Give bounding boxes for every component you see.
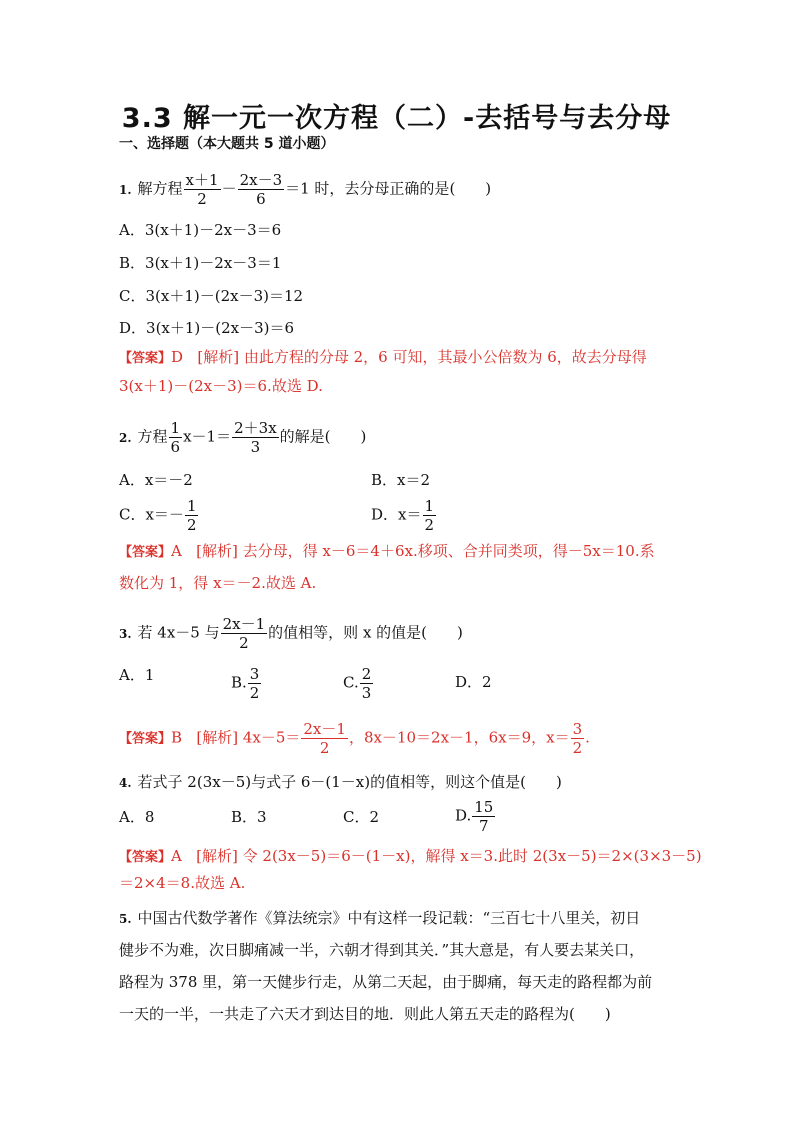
q2-option-d: D．x＝ $\frac{1}{2}$ — [371, 497, 435, 534]
fraction: $\frac{x+1}{2}$ — [185, 171, 219, 208]
q5-text-line: 一天的一半，一共走了六天才到达目的地．则此人第五天走的路程为( ) — [119, 1005, 611, 1023]
q3-option-b: B. $\frac{3}{2}$ — [231, 665, 260, 702]
fraction: $\frac{2x-1}{2}$ — [303, 720, 346, 757]
fraction: $\frac{2x-1}{2}$ — [222, 615, 266, 652]
question-number: 5. — [119, 912, 132, 926]
fraction: $\frac{1}{6}$ — [170, 419, 181, 456]
question-2: 2. 方程 $\frac{1}{6}$ x－1＝ $\frac{2+3x}{3}$ 的解是( ) — [119, 419, 367, 456]
fraction: $\frac{3}{2}$ — [572, 720, 583, 757]
q1-option-b: B．3(x＋1)－2x－3＝1 — [119, 254, 282, 272]
q4-option-c: C．2 — [343, 808, 380, 826]
q4-answer: 【答案】A [解析] 令 2(3x－5)＝6－(1－x)，解得 x＝3.此时 2(3x－5)＝2×(3×3－5) — [119, 847, 702, 865]
fraction: $\frac{2+3x}{3}$ — [234, 419, 277, 456]
answer-tag: 【答案】 — [119, 545, 172, 560]
fraction: $\frac{1}{2}$ — [186, 497, 197, 534]
q1-answer-cont: 3(x＋1)－(2x－3)＝6.故选 D. — [119, 377, 323, 395]
q2-option-b: B．x＝2 — [371, 471, 431, 489]
q2-answer: 【答案】A [解析] 去分母，得 x－6＝4＋6x.移项、合并同类项，得－5x＝10.系 — [119, 542, 655, 560]
fraction: $\frac{3}{2}$ — [249, 665, 260, 702]
question-5: 5. 中国古代数学著作《算法统宗》中有这样一段记载：“三百七十八里关，初日 — [119, 909, 641, 927]
q5-text-line: 路程为 378 里，第一天健步行走，从第二天起，由于脚痛，每天走的路程都为前 — [119, 973, 653, 991]
fraction: $\frac{2}{3}$ — [361, 665, 372, 702]
q4-answer-cont: ＝2×4＝8.故选 A. — [119, 874, 246, 892]
question-number: 2. — [119, 430, 132, 445]
answer-tag: 【答案】 — [119, 351, 172, 366]
q2-option-c: C．x＝－ $\frac{1}{2}$ — [119, 497, 197, 534]
q1-option-d: D．3(x＋1)－(2x－3)＝6 — [119, 319, 295, 337]
fraction: $\frac{1}{2}$ — [424, 497, 435, 534]
q1-option-a: A．3(x＋1)－2x－3＝6 — [119, 221, 282, 239]
question-number: 3. — [119, 626, 132, 641]
question-1: 1. 解方程 $\frac{x+1}{2}$ － $\frac{2x-3}{6}$ ＝1 时，去分母正确的是( ) — [119, 171, 492, 208]
question-4: 4. 若式子 2(3x－5)与式子 6－(1－x)的值相等，则这个值是( ) — [119, 773, 562, 791]
q3-answer: 【答案】B [解析] 4x－5＝ $\frac{2x-1}{2}$ ，8x－10＝2x－1，6x＝9，x＝ $\frac{3}{2}$ . — [119, 720, 590, 757]
q2-option-a: A．x＝－2 — [119, 471, 193, 489]
q3-option-c: C. $\frac{2}{3}$ — [343, 665, 372, 702]
q4-option-b: B．3 — [231, 808, 267, 826]
answer-tag: 【答案】 — [119, 731, 172, 747]
q3-option-a: A．1 — [119, 666, 155, 684]
q3-option-d: D．2 — [455, 673, 492, 691]
q4-option-d: D. $\frac{15}{7}$ — [455, 798, 494, 835]
q5-text-line: 健步不为难，次日脚痛减一半，六朝才得到其关．”其大意是，有人要去某关口， — [119, 941, 645, 959]
q4-option-a: A．8 — [119, 808, 155, 826]
q1-option-c: C．3(x＋1)－(2x－3)＝12 — [119, 287, 304, 305]
q1-answer: 【答案】D [解析] 由此方程的分母 2，6 可知，其最小公倍数为 6，故去分母得 — [119, 348, 647, 366]
fraction: $\frac{2x-3}{6}$ — [239, 171, 283, 208]
page-title: 3.3 解一元一次方程（二）-去括号与去分母 — [121, 103, 672, 134]
fraction: $\frac{15}{7}$ — [474, 798, 494, 835]
answer-tag: 【答案】 — [119, 850, 172, 865]
question-number: 4. — [119, 776, 132, 790]
section-heading: 一、选择题（本大题共 5 道小题） — [119, 136, 335, 152]
q2-answer-cont: 数化为 1，得 x＝－2.故选 A. — [119, 574, 317, 592]
question-number: 1. — [119, 182, 132, 197]
question-3: 3. 若 4x－5 与 $\frac{2x-1}{2}$ 的值相等，则 x 的值是( ) — [119, 615, 463, 652]
